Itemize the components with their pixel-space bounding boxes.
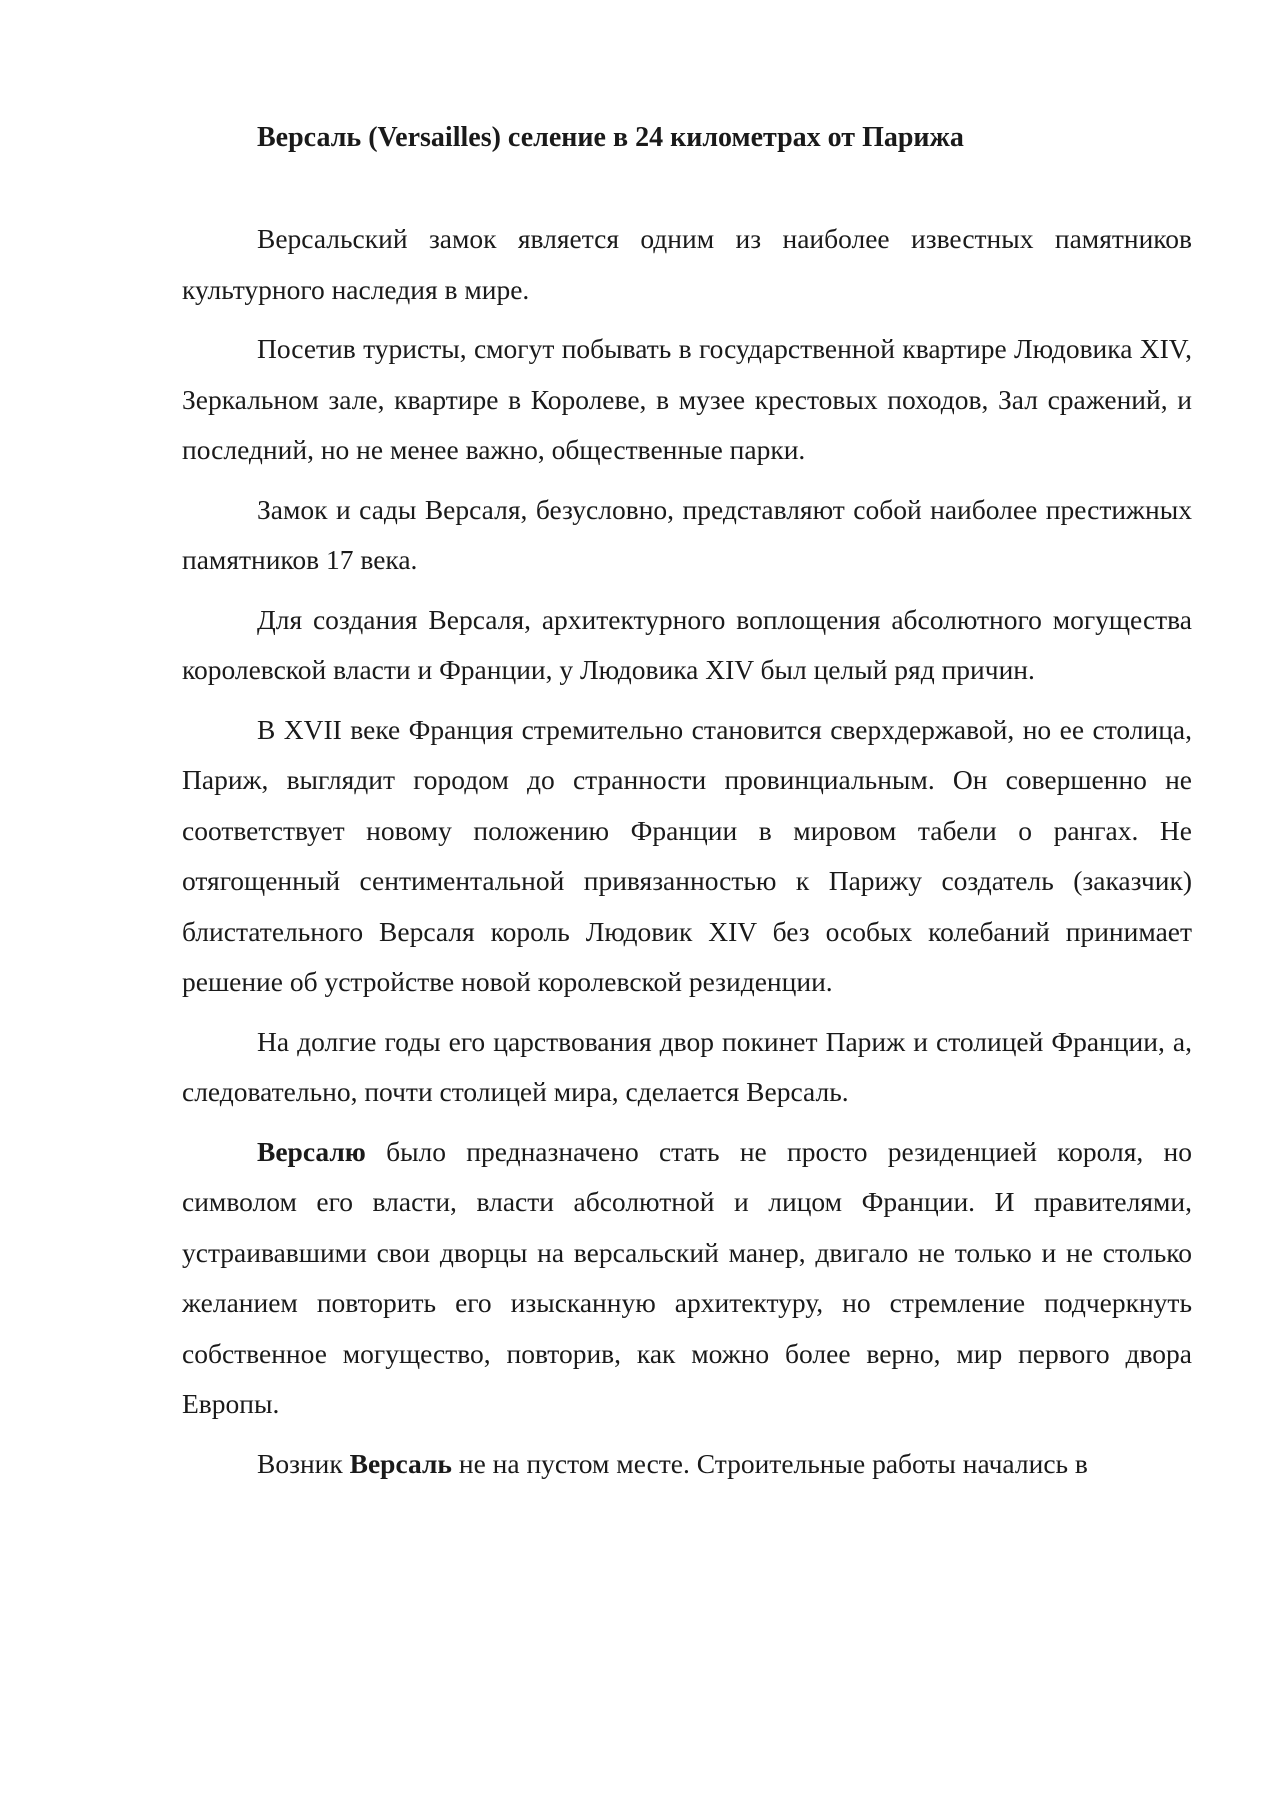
paragraph-text: В XVII веке Франция стремительно становится сверхдержавой, но ее столица, Париж, выглядит городом до странности провинциальным. Он совершенно не соответствует новому положению Франции в мировом табели о рангах. Не отягощенный сентиментальной привязанностью к Парижу создатель (заказчик) блистательного Версаля король Людовик XIV без особых колебаний принимает решение об устройстве новой королевской резиденции. [182, 713, 1192, 997]
paragraph [182, 705, 1192, 1008]
paragraph [182, 1127, 1192, 1430]
paragraph [182, 214, 1192, 315]
paragraph-text: не на пустом месте. Строительные работы начались в [451, 1447, 1088, 1479]
paragraph-text: На долгие годы его царствования двор покинет Париж и столицей Франции, а, следовательно, почти столицей мира, сделается Версаль. [182, 1025, 1192, 1107]
bold-term: Версаль [349, 1447, 452, 1479]
paragraph-text: Для создания Версаля, архитектурного воплощения абсолютного могущества королевской власти и Франции, у Людовика XIV был целый ряд причин. [182, 603, 1192, 685]
paragraph [182, 1017, 1192, 1118]
paragraph-text: Посетив туристы, смогут побывать в государственной квартире Людовика XIV, Зеркальном зале, квартире в Королеве, в музее крестовых походов, Зал сражений, и последний, но не менее важно, общественные парки. [182, 333, 1192, 465]
document-body [182, 118, 1192, 1498]
paragraph-text: было предназначено стать не просто резиденцией короля, но символом его власти, власти абсолютной и лицом Франции. И правителями, устраивавшими свои дворцы на версальский манер, двигало не только и не столько желанием повторить его изысканную архитектуру, но стремление подчеркнуть собственное могущество, повторив, как можно более верно, мир первого двора Европы. [182, 1135, 1192, 1419]
paragraph-text: Замок и сады Версаля, безусловно, представляют собой наиболее престижных памятников 17 века. [182, 493, 1192, 575]
bold-term: Версалю [257, 1135, 366, 1167]
paragraph [182, 1439, 1192, 1490]
paragraph-text: Версальский замок является одним из наиболее известных памятников культурного наследия в мире. [182, 223, 1192, 305]
paragraph-text-lead: Возник [257, 1447, 350, 1479]
document-title: Версаль (Versailles) селение в 24 километрах от Парижа [257, 122, 964, 153]
paragraph [182, 485, 1192, 586]
paragraph [182, 324, 1192, 476]
paragraph [182, 595, 1192, 696]
